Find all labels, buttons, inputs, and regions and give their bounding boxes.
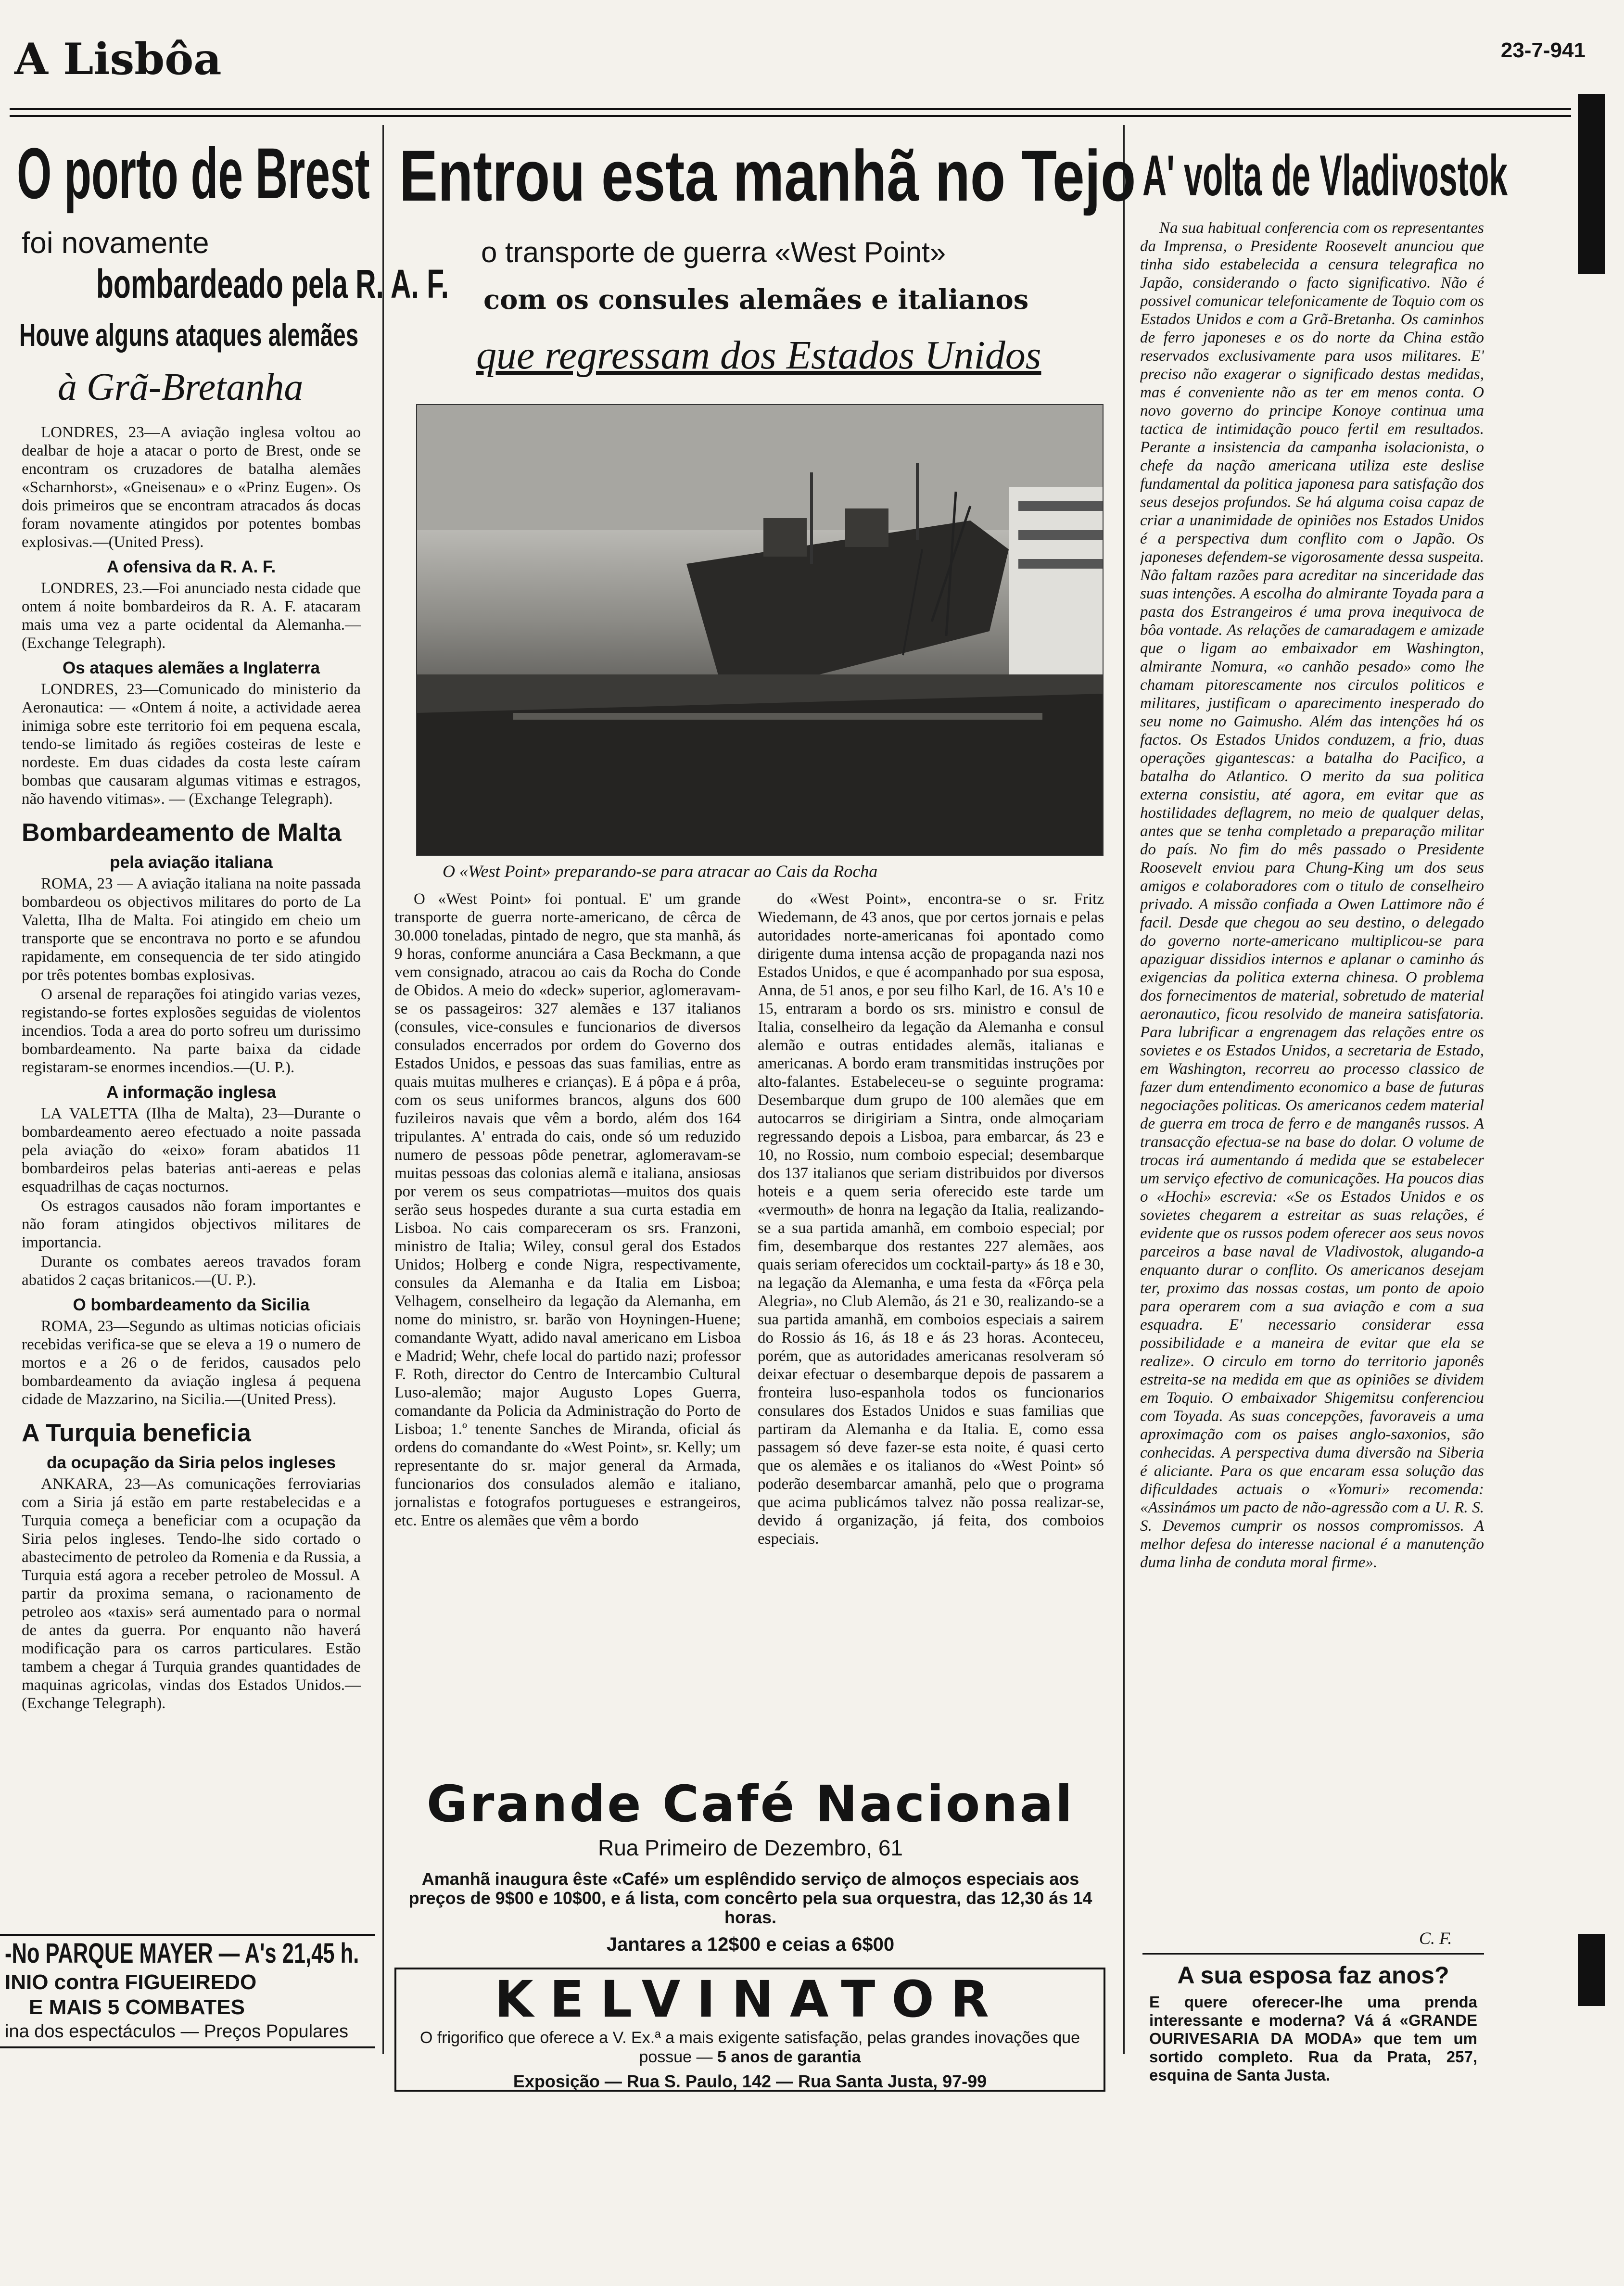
tejo-col1-text: O «West Point» foi pontual. E' um grande transporte de guerra norte-americano, de cêrca de 30.000 toneladas, pintado de negro, que sta manhã, ás 9 horas, conforme anunciára a Casa Beckmann, a que vem consignado, atracou ao cais da Rocha do Conde de Obidos. A meio do «deck» superior, aglomeravam-se os passageiros: 327 alemães e 137 italianos (consules, vice-consules e funcionarios de diversos consulados encerrados por ordem do Governo dos Estados Unidos, e pessoas das suas familias, entre as quais muitas mulheres e crianças). E á pôpa e á prôa, com os seus uniformes brancos, alguns dos 600 fuzileiros navais que vêm a bordo, além dos 164 tripulantes. A' entrada do cais, onde só um reduzido numero de pessoas pôde penetrar, aglomeravam-se muitas pessoas das colonias alemã e italiana, ansiosas por verem os seus compatriotas—muitos dos quais serão seus hospedes durante a sua curta estadia em Lisboa. No cais compareceram os srs. Franzoni, ministro de Italia; Wiley, consul geral dos Estados Unidos; Holberg e conde Nigra, respectivamente, consules da Alemanha e da Italia em Lisboa; Velhagem, conselheiro da legação da Alemanha, em nome do ministro, sr. barão von Hoyningen-Huene; comandante Wyatt, adido naval americano em Lisboa e Madrid; Wehr, chefe local do partido nazi; professor F. Roth, director do Centro de Intercambio Cultural Luso-alemão; major Augusto Lopes Guerra, comandante da Policia da Administração do Porto de Lisboa; 1.º tenente Sanches de Miranda, oficial ás ordens do comandante do «West Point», sr. Kelly; um representante do sr. major general da Armada, funcionarios dos consulados alemão e italiano, jornalistas e fotografos portugueses e estrangeiros, etc. Entre os alemães que vêm a bordo — [394, 890, 741, 1529]
raf-subhead: A ofensiva da R. A. F. — [106, 558, 276, 576]
valetta-paragraph-2: Os estragos causados não foram importantes e não foram atingidos objectivos militares de importancia. — [22, 1197, 361, 1251]
vladivostok-body: Na sua habitual conferencia com os representantes da Imprensa, o Presidente Roosevelt anunciou que tinha sido estabelecida a censura telegrafica no Japão, considerando o facto significativo. Não é possivel comunicar telefonicamente de Toquio com os Estados Unidos e com a Grã-Bretanha. Os caminhos de ferro japoneses e os do norte da China estão reservados exclusivamente para usos militares. E' preciso não exagerar o significado destas medidas, mas é conveniente não as ter em menos conta. O novo governo do principe Konoye continua uma tactica de intimidação pouco fertil em resultados. Perante a insistencia da campanha isolacionista, o chefe da nação americana utiliza este deslise fundamental da politica japonesa para satisfação dos seus desejos profundos. Se há alguma coisa capaz de criar a unanimidade de opiniões nos Estados Unidos é a perspectiva dum conflito com o Japão. Os japoneses defendem-se vigorosamente dessa suspeita. Não faltam razões para acreditar na sinceridade das suas intenções. A escolha do almirante Toyada para a pasta dos Estrangeiros é uma prova inequivoca de bôa vontade. As relações de camaradagem e amizade que o ligam ao embaixador em Washington, almirante Nomura, «o canhão pesado» como lhe chamam pitorescamente nos circulos politicos e militares, justificam o aparecimento inesperado do seu nome no Gaimusho. Além das intenções há os factos. Os Estados Unidos conduzem, a frio, duas operações gigantescas: a batalha do Pacifico, a batalha do Atlantico. O merito da sua politica externa consistiu, até agora, em evitar que as hostilidades deflagrem, no meio de qualquer delas, antes que se tenha completado a preparação militar do país. No fim do mês passado o Presidente Roosevelt enviou para Chung-King um dos seus amigos e colaboradores com o titulo de conselheiro privado. A missão confiada a Owen Lattimore não é facil. Desde que chegou ao seu destino, o delegado do governo norte-americano multiplicou-se para apaziguar dissidios internos e aplanar o caminho ás exigencias da politica externa chinesa. O problema dos fornecimentos de material, sobretudo de material aeronautico, ficou resolvido de maneira satisfatoria. Para lubrificar a engrenagem das relações entre os sovietes e os Estados Unidos, a secretaria de Estado, em Washington, recorreu ao processo classico de fazer dum entendimento economico a base de futuras negociações politicas. Os americanos cedem material de guerra em troca de ferro e de manganês russos. A transacção efectua-se na base do dolar. O volume de trocas irá aumentando á medida que se estabelecer um serviço efectivo de comunicações. Ha poucos dias o «Hochi» escrevia: «Se os Estados Unidos e os sovietes chegarem a estreitar as suas relações, é evidente que os russos podem oferecer aos seus novos parceiros a base naval de Vladivostok, alugando-a enquanto durar o conflito. Os americanos desejam ter, proximo das nossas costas, um ponto de apoio para operarem com a sua aviação e com a sua esquadra. E' necessario considerar essa possibilidade e a maneira de evitar que ela se realize». O circulo em torno do territorio japonês estreita-se na medida em que as opiniões se dividem em Toquio. O embaixador Shigemitsu conferenciou com Toyada. As suas concepções, favoraveis a uma aproximação com os paises anglo-saxonios, são conhecidas. A perspectiva duma diversão na Siberia é aliciante. Para os que encaram essa solução das dificuldades actuais o «Yomuri» recomenda: «Assinámos um pacto de não-agressão com a U. R. S. S. Devemos cumprir os nossos compromissos. A melhor defesa do interesse nacional é a manutenção duma linha de conduta moral firme». — [1140, 219, 1484, 1571]
kelvinator-address: Exposição — Rua S. Paulo, 142 — Rua Santa Justa, 97-99 — [513, 2071, 987, 2091]
tejo-column-1 — [394, 890, 741, 1765]
malta-paragraph-2: O arsenal de reparações foi atingido varias vezes, registando-se fortes explosões seguidas de violentos incendios. Toda a area do porto sofreu um durissimo bombardeamento. Na parte baixa da cidade registaram-se enormes incendios.—(U. P.). — [22, 986, 361, 1076]
vladivostok-text-column — [1140, 219, 1484, 1922]
brest-deck-3: Houve alguns ataques alemães — [19, 317, 359, 353]
brest-deck-2: bombardeado pela R. A. F. — [96, 261, 449, 306]
tejo-deck-1: o transporte de guerra «West Point» — [481, 236, 946, 268]
tejo-deck-2: com os consules alemães e italianos — [483, 284, 1029, 316]
valetta-paragraph-3: Durante os combates aereos travados foram abatidos 2 caças britanicos.—(U. P.). — [22, 1253, 361, 1289]
header-rule — [10, 108, 1571, 117]
tejo-column-2 — [758, 890, 1104, 1765]
tejo-col2-text: do «West Point», encontra-se o sr. Fritz Wiedemann, de 43 anos, que por certos jornais e pelas autoridades norte-americanas foi apontado como dirigente duma intensa acção de propaganda nazi nos Estados Unidos, e que é acompanhado por sua esposa, Anna, de 51 anos, e por seu filho Karl, de 16. A's 10 e 15, entraram a bordo os srs. ministro e consul de Italia, conselheiro da legação da Alemanha e consul alemão e outras entidades alemãs, italianas e americanas. A bordo eram transmitidas instruções por alto-falantes. Estabeleceu-se o seguinte programa: Desembarque dum grupo de 100 alemães que em autocarros se dirigiriam a Sintra, onde almoçariam regressando depois a Lisboa, para embarcar, ás 23 e 10, no Rossio, num comboio especial; desembarque dos 137 italianos que seriam distribuidos por diversos hoteis e a quem seria oferecido este tarde um «vermouth» de honra na legação da Italia, realizando-se a sua partida amanhã, em comboio especial; por fim, desembarque dos restantes 227 alemães, aos quais seriam oferecidos um cocktail-party» ás 18 e 30, na legação da Alemanha, e uma festa da «Fôrça pela Alegria», no Club Alemão, ás 21 e 30, realizando-se a sua partida amanhã, em comboios especiais a sairem do Rossio ás 16, ás 18 e ás 23 horas. Aconteceu, porém, que as autoridades americanas resolveram só deixar efectuar o desembarque depois de passarem a fronteira luso-espanhola todos os funcionarios consulares dos Estados Unidos e suas familias que partiram da Alemanha e da Italia. E, como essa passagem só deve fazer-se esta noite, é quasi certo que os alemães e os italianos do «West Point» só poderão desembarcar amanhã, pelo que o programa que acima publicámos talvez não possa realizar-se, devido á organização, já feita, dos comboios especiais. — [758, 890, 1104, 1548]
kelvinator-ad — [394, 1968, 1105, 2092]
malta-paragraph-1: ROMA, 23 — A aviação italiana na noite passada bombardeou os objectivos militares do porto de La Valetta, Ilha de Malta. Foi atingido em cheio um transporte que se encontrava no porto e se afundou rapidamente, em consequencia de ter sido atingido por três potentes bombas explosivas. — [22, 875, 361, 984]
vladivostok-signature: C. F. — [1419, 1929, 1452, 1948]
sicily-subhead: O bombardeamento da Sicilia — [73, 1295, 310, 1314]
parque-line-4: ina dos espectáculos — Preços Populares — [5, 2021, 348, 2042]
brest-headline: O porto de Brest — [17, 133, 370, 214]
brest-deck-1: foi novamente — [22, 227, 209, 260]
esposa-text: E quere oferecer-lhe uma prenda interessante e moderna? Vá á «GRANDE OURIVESARIA DA MODA» que tem um sortido completo. Rua da Prata, 257, esquina de Santa Justa. — [1149, 1993, 1477, 2084]
esposa-title: A sua esposa faz anos? — [1177, 1962, 1449, 1989]
parque-line-2: INIO contra FIGUEIREDO — [5, 1970, 257, 1994]
turkey-subhead: da ocupação da Siria pelos ingleses — [46, 1453, 336, 1472]
sicily-paragraph: ROMA, 23—Segundo as ultimas noticias oficiais recebidas verifica-se que se eleva a 19 o numero de mortos e a 26 o de feridos, causados pelo bombardeamento da aviação inglesa á pequena cidade de Mazzarino, na Sicilia.—(United Press). — [22, 1318, 361, 1408]
raf-paragraph: LONDRES, 23.—Foi anunciado nesta cidade que ontem á noite bombardeiros da R. A. F. atacaram mais uma vez a parte ocidental da Alemanha.—(Exchange Telegraph). — [22, 580, 361, 652]
column-rule-right — [1123, 125, 1125, 2054]
parque-mayer-ad — [0, 1934, 375, 2048]
cafe-nacional-ad — [394, 1775, 1106, 1963]
tejo-headline: Entrou esta manhã no Tejo — [399, 135, 1136, 216]
margin-bar-top — [1578, 94, 1605, 274]
tejo-deck-3: que regressam dos Estados Unidos — [476, 333, 1041, 378]
issue-date: 23-7-941 — [1500, 38, 1586, 62]
valetta-paragraph-1: LA VALETTA (Ilha de Malta), 23—Durante o bombardeamento aereo efectuado a noite passada pela aviação do «eixo» foram abatidos 11 bombardeiros pelas baterias anti-aereas e pelas esquadrilhas de caças nocturnos. — [22, 1105, 361, 1195]
malta-subhead: pela aviação italiana — [110, 853, 273, 872]
turkey-headline: A Turquia beneficia — [22, 1419, 251, 1447]
margin-bar-bottom — [1578, 1934, 1605, 2006]
photo-caption: O «West Point» preparando-se para atracar ao Cais da Rocha — [443, 862, 878, 881]
brest-deck-4: à Grã-Bretanha — [58, 366, 304, 408]
parque-line-3: E MAIS 5 COMBATES — [29, 1995, 245, 2019]
left-column-text — [22, 423, 361, 1929]
column-rule-left — [382, 125, 384, 2054]
west-point-photo — [416, 404, 1104, 856]
vladivostok-headline: A' volta de Vladivostok — [1142, 143, 1508, 208]
kelvinator-guarantee: 5 anos de garantia — [717, 2048, 861, 2066]
english-info-subhead: A informação inglesa — [106, 1083, 276, 1102]
malta-headline: Bombardeamento de Malta — [22, 819, 342, 847]
ship-illustration — [417, 405, 1103, 855]
cafe-title: Grande Café Nacional — [426, 1775, 1075, 1833]
cafe-dinner: Jantares a 12$00 e ceias a 6$00 — [606, 1934, 895, 1955]
masthead: A Lisbôa — [14, 34, 222, 85]
kelvinator-title: KELVINATOR — [495, 1970, 1005, 2029]
german-attacks-paragraph: LONDRES, 23—Comunicado do ministerio da Aeronautica: — «Ontem á noite, a actividade aerea inimiga sobre este territorio foi em pequena escala, tendo-se limitado ás regiões costeiras de leste e nordeste. Em duas cidades da costa leste caíram bombas que causaram algumas vitimas e estragos, não havendo vitimas». — (Exchange Telegraph). — [22, 681, 361, 808]
brest-paragraph-1: LONDRES, 23—A aviação inglesa voltou ao dealbar de hoje a atacar o porto de Brest, onde se encontram os cruzadores de batalha alemães «Scharnhorst», «Gneisenau» e o «Prinz Eugen». Os dois primeiros que se encontram atracados ás docas foram novamente atingidos por potentes bombas explosivas.—(United Press). — [22, 424, 361, 551]
parque-line-1: -No PARQUE MAYER — A's 21,45 h. — [5, 1938, 359, 1969]
cafe-text: Amanhã inaugura êste «Café» um esplêndido serviço de almoços especiais aos preços de 9$00 e 10$00, e á lista, com concêrto pela sua orquestra, das 12,30 ás 14 horas. — [408, 1869, 1092, 1927]
turkey-paragraph: ANKARA, 23—As comunicações ferroviarias com a Siria já estão em parte restabelecidas e a Turquia começa a beneficiar com a ocupação da Siria pelos ingleses. Tendo-lhe sido cortado o abastecimento de petroleo da Romenia e da Russia, a Turquia está agora a receber petroleo de Mossul. A partir da proxima semana, o racionamento de petroleo aos «taxis» será aumentado para o normal de antes da guerra. Por enquanto não haverá modificação para os carros particulares. Estão tambem a chegar á Turquia grandes quantidades de maquinas agricolas, vindas dos Estados Unidos.—(Exchange Telegraph). — [22, 1475, 361, 1712]
kelvinator-text: O frigorifico que oferece a V. Ex.ª a mais exigente satisfação, pelas grandes inovações que possue — — [419, 2029, 1080, 2066]
ourivesaria-ad — [1142, 1953, 1484, 2084]
cafe-address: Rua Primeiro de Dezembro, 61 — [597, 1835, 903, 1860]
german-attacks-subhead: Os ataques alemães a Inglaterra — [63, 659, 320, 677]
